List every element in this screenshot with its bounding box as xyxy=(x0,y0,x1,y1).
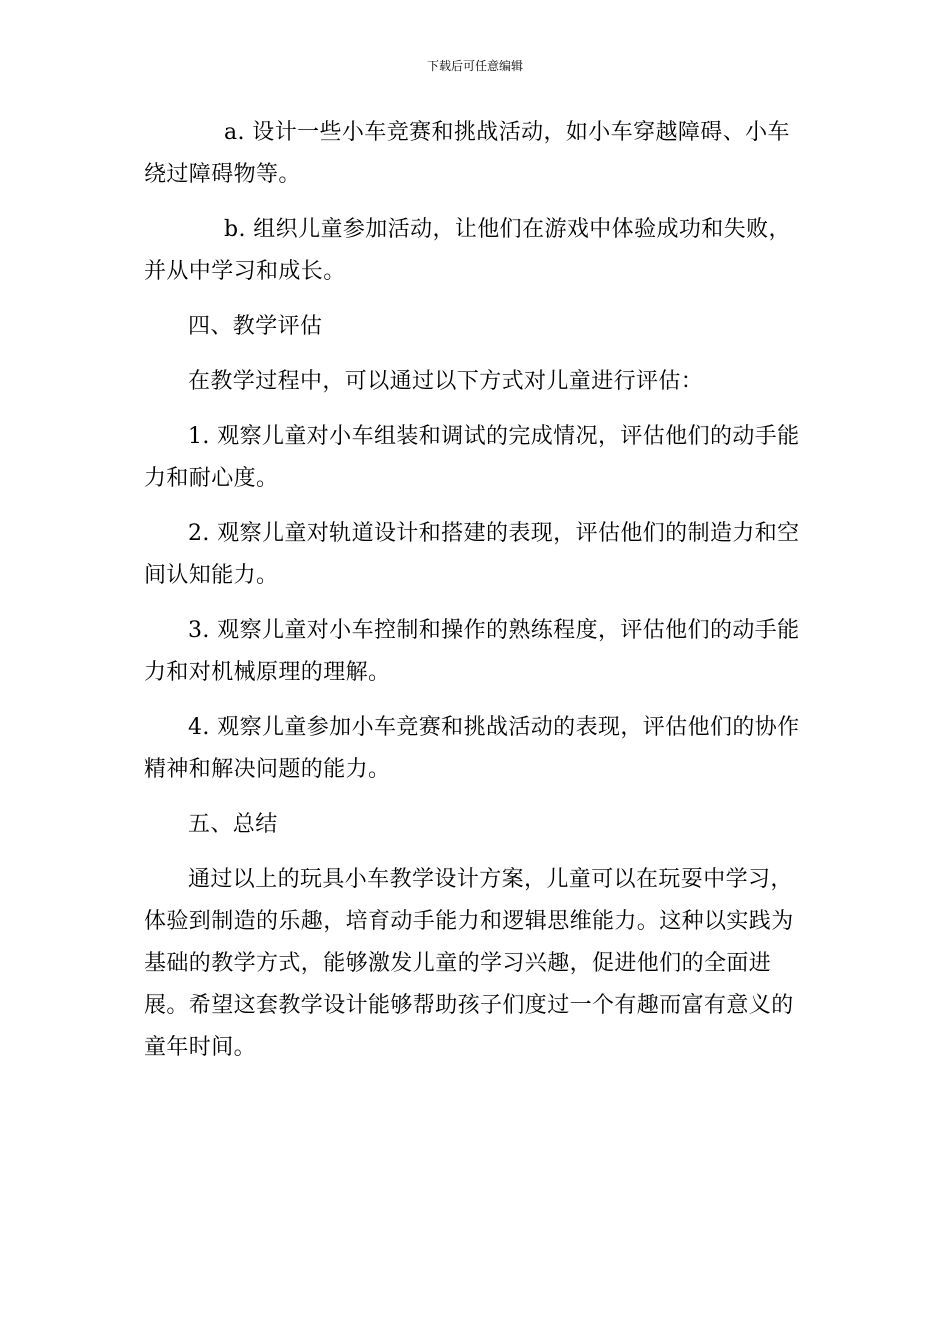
paragraph-activity-b: b. 组织儿童参加活动，让他们在游戏中体验成功和失败，并从中学习和成长。 xyxy=(144,217,791,284)
paragraph-summary: 通过以上的玩具小车教学设计方案，儿童可以在玩耍中学习，体验到制造的乐趣，培育动手能力和逻辑思维能力。这种以实践为基础的教学方式，能够激发儿童的学习兴趣，促进他们的全面进展。希望这套教学设计能够帮助孩子们度过一个有趣而富有意义的童年时间。 xyxy=(144,867,794,1060)
paragraph-evaluation-intro: 在教学过程中，可以通过以下方式对儿童进行评估： xyxy=(188,369,704,394)
paragraph-evaluation-1: 1. 观察儿童对小车组装和调试的完成情况，评估他们的动手能力和耐心度。 xyxy=(144,424,800,491)
section-heading-evaluation: 四、教学评估 xyxy=(188,314,323,339)
section-heading-summary: 五、总结 xyxy=(188,812,278,837)
paragraph-activity-a: a. 设计一些小车竞赛和挑战活动，如小车穿越障碍、小车绕过障碍物等。 xyxy=(144,120,790,187)
document-body xyxy=(144,112,808,1082)
page-header: 下载后可任意编辑 xyxy=(426,59,523,73)
paragraph-evaluation-4: 4. 观察儿童参加小车竞赛和挑战活动的表现，评估他们的协作精神和解决问题的能力。 xyxy=(144,715,800,782)
paragraph-evaluation-2: 2. 观察儿童对轨道设计和搭建的表现，评估他们的制造力和空间认知能力。 xyxy=(144,521,800,588)
paragraph-evaluation-3: 3. 观察儿童对小车控制和操作的熟练程度，评估他们的动手能力和对机械原理的理解。 xyxy=(144,618,800,685)
